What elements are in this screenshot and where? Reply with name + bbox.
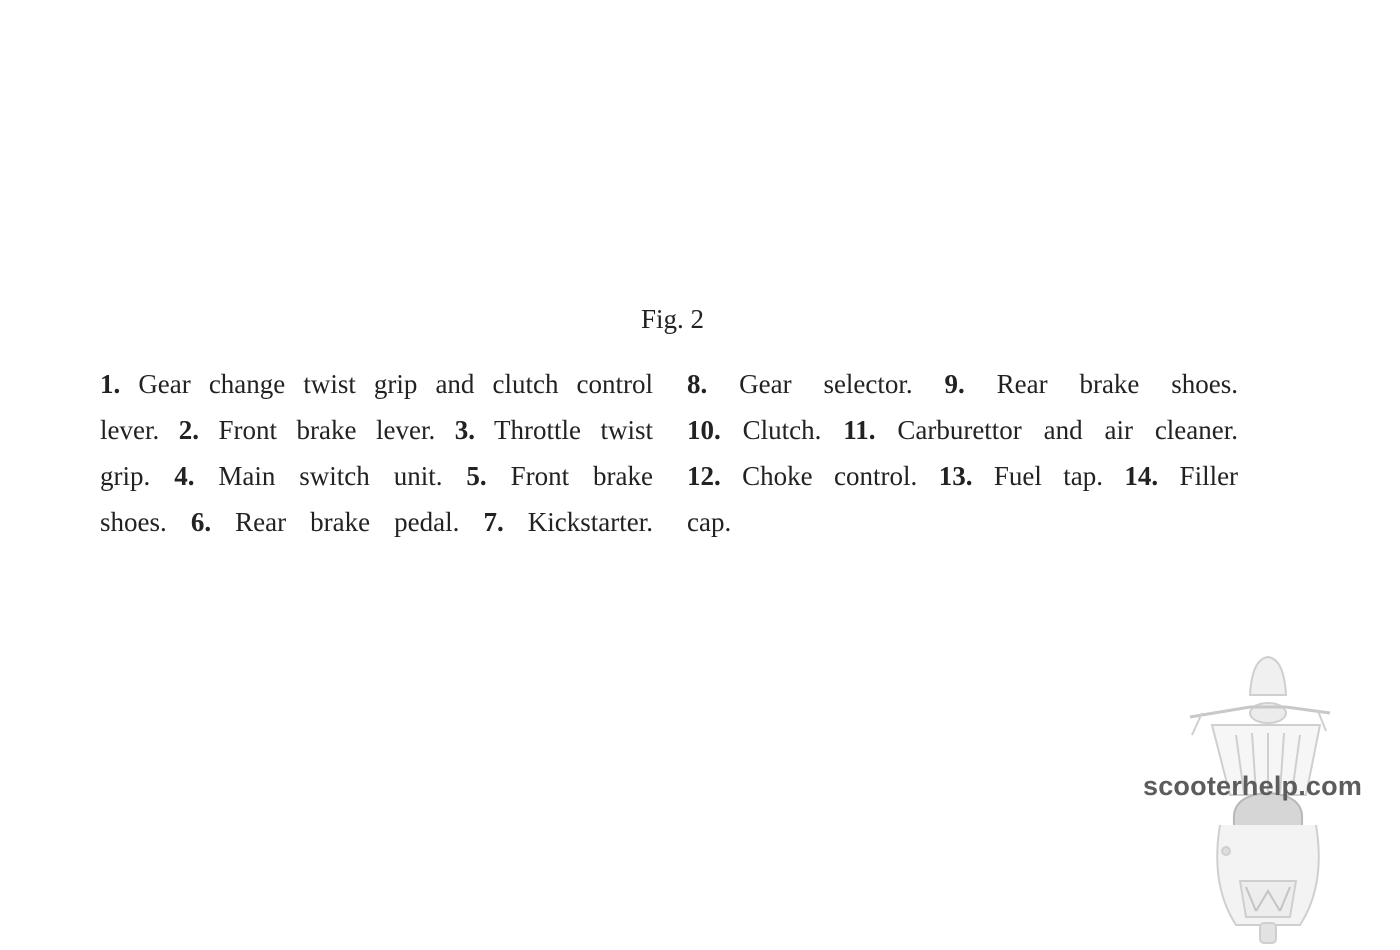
figure-caption: Fig. 2 — [640, 304, 705, 334]
legend-line — [687, 407, 1238, 453]
legend-item-number: 10. — [687, 415, 721, 445]
legend-item-text: selector. — [823, 369, 913, 399]
legend-item-text: Kickstarter. — [527, 507, 653, 537]
legend-item-text: Main switch unit. — [218, 461, 443, 491]
legend-line — [100, 407, 653, 453]
legend-line — [100, 361, 653, 407]
legend-item-text: Gear — [739, 369, 792, 399]
legend-item-text: Front brake lever. — [218, 415, 436, 445]
legend-item-text: Front brake — [510, 461, 654, 491]
legend-left-column — [100, 361, 653, 545]
legend-item-text: Rear — [996, 369, 1048, 399]
legend-line — [687, 499, 1238, 545]
legend-item-number: 12. — [687, 461, 721, 491]
legend-item-text-cont: grip. — [100, 461, 151, 491]
legend-item-text: shoes. — [1171, 369, 1239, 399]
legend-item-number: 2. — [178, 415, 199, 445]
legend-item-text-cont: cap. — [687, 507, 732, 537]
watermark — [1140, 655, 1385, 945]
legend-item-text: Gear change twist grip and clutch control — [138, 369, 653, 399]
legend-item-text: Carburettor and air cleaner. — [897, 415, 1239, 445]
legend-item-number: 9. — [944, 369, 965, 399]
legend-item-number: 6. — [190, 507, 212, 537]
legend-item-text: Clutch. — [742, 415, 822, 445]
legend-item-number: 1. — [100, 369, 121, 399]
legend-item-text-cont: shoes. — [100, 507, 167, 537]
legend-item-number: 13. — [938, 461, 973, 491]
legend-right-column — [687, 361, 1238, 545]
legend-item-text: Choke control. — [742, 461, 918, 491]
legend-item-text: Throttle twist — [494, 415, 654, 445]
legend-item-text: Rear brake pedal. — [235, 507, 460, 537]
legend-item-number: 8. — [687, 369, 708, 399]
legend-item-text: brake — [1079, 369, 1140, 399]
legend-item-number: 4. — [174, 461, 195, 491]
legend-line — [687, 453, 1238, 499]
legend-line — [687, 361, 1238, 407]
legend-item-number: 7. — [483, 507, 504, 537]
watermark-text: scooterhelp.com — [1143, 771, 1363, 801]
legend-item-text: Filler — [1179, 461, 1239, 491]
legend-line — [100, 453, 653, 499]
legend-line — [100, 499, 653, 545]
legend-item-text: Fuel tap. — [993, 461, 1103, 491]
legend-item-number: 3. — [454, 415, 475, 445]
legend-item-number: 14. — [1124, 461, 1159, 491]
legend-item-number: 5. — [466, 461, 487, 491]
legend-item-text-cont: lever. — [100, 415, 160, 445]
legend-item-number: 11. — [843, 415, 876, 445]
